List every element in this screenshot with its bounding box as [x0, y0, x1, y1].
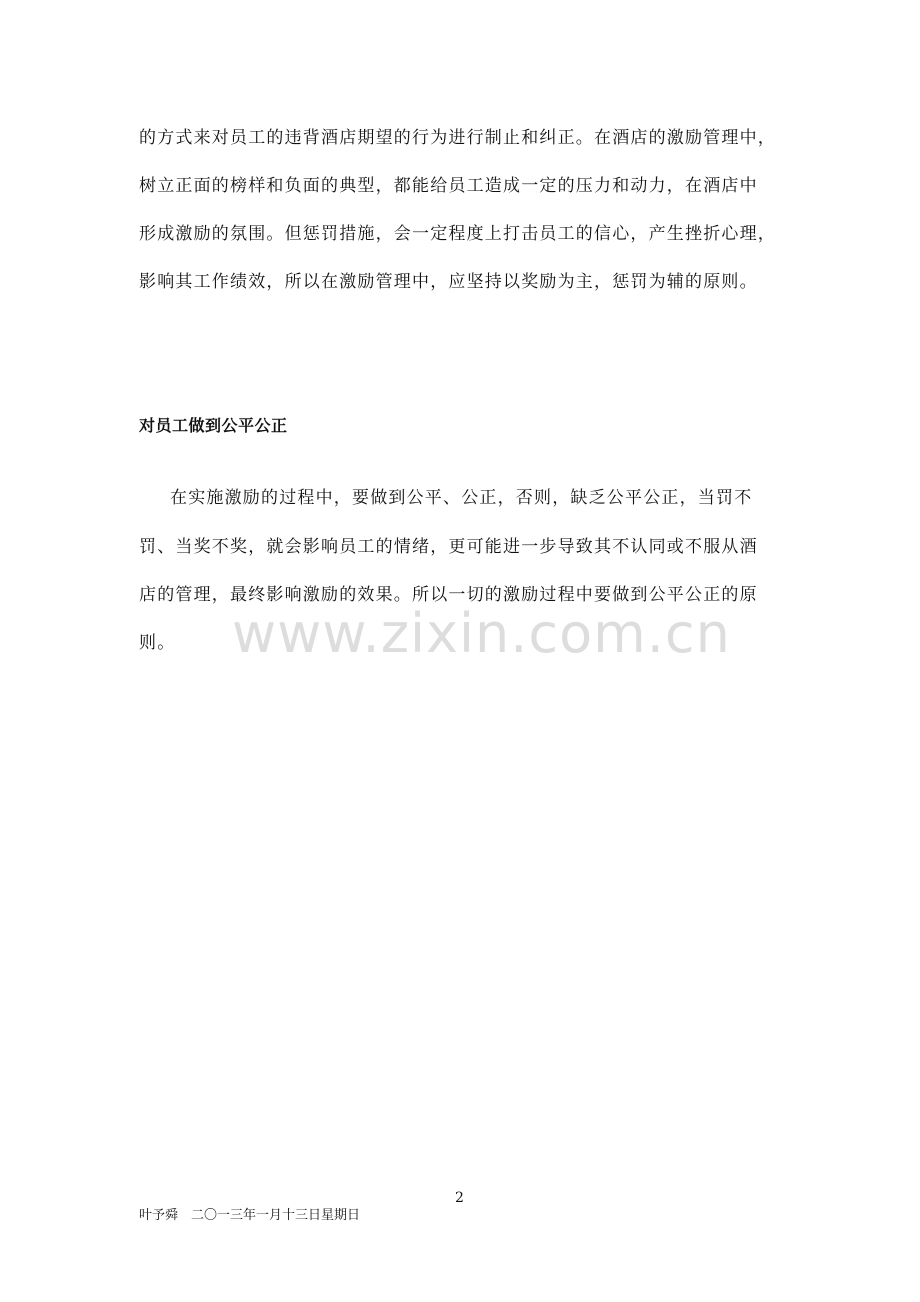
paragraph-1-line-2: 树立正面的榜样和负面的典型，都能给员工造成一定的压力和动力，在酒店中	[139, 176, 758, 196]
paragraph-2-line-1: 在实施激励的过程中，要做到公平、公正，否则，缺乏公平公正，当罚不	[170, 488, 753, 508]
paragraph-2-line-4: 则。	[139, 633, 176, 653]
paragraph-2-line-3: 店的管理，最终影响激励的效果。所以一切的激励过程中要做到公平公正的原	[139, 585, 758, 605]
paragraph-1-line-3: 形成激励的氛围。但惩罚措施，会一定程度上打击员工的信心，产生挫折心理，	[139, 224, 776, 244]
paragraph-1-line-4: 影响其工作绩效，所以在激励管理中，应坚持以奖励为主，惩罚为辅的原则。	[139, 272, 758, 292]
page-number: 2	[455, 1190, 464, 1206]
paragraph-1-line-1: 的方式来对员工的违背酒店期望的行为进行制止和纠正。在酒店的激励管理中，	[139, 128, 776, 148]
footer-author-date: 叶予舜 二〇一三年一月十三日星期日	[139, 1208, 361, 1223]
paragraph-2-line-2: 罚、当奖不奖，就会影响员工的情绪，更可能进一步导致其不认同或不服从酒	[139, 537, 758, 557]
section-heading: 对员工做到公平公正	[139, 416, 288, 435]
watermark: www.zixin.com.cn	[232, 602, 731, 665]
